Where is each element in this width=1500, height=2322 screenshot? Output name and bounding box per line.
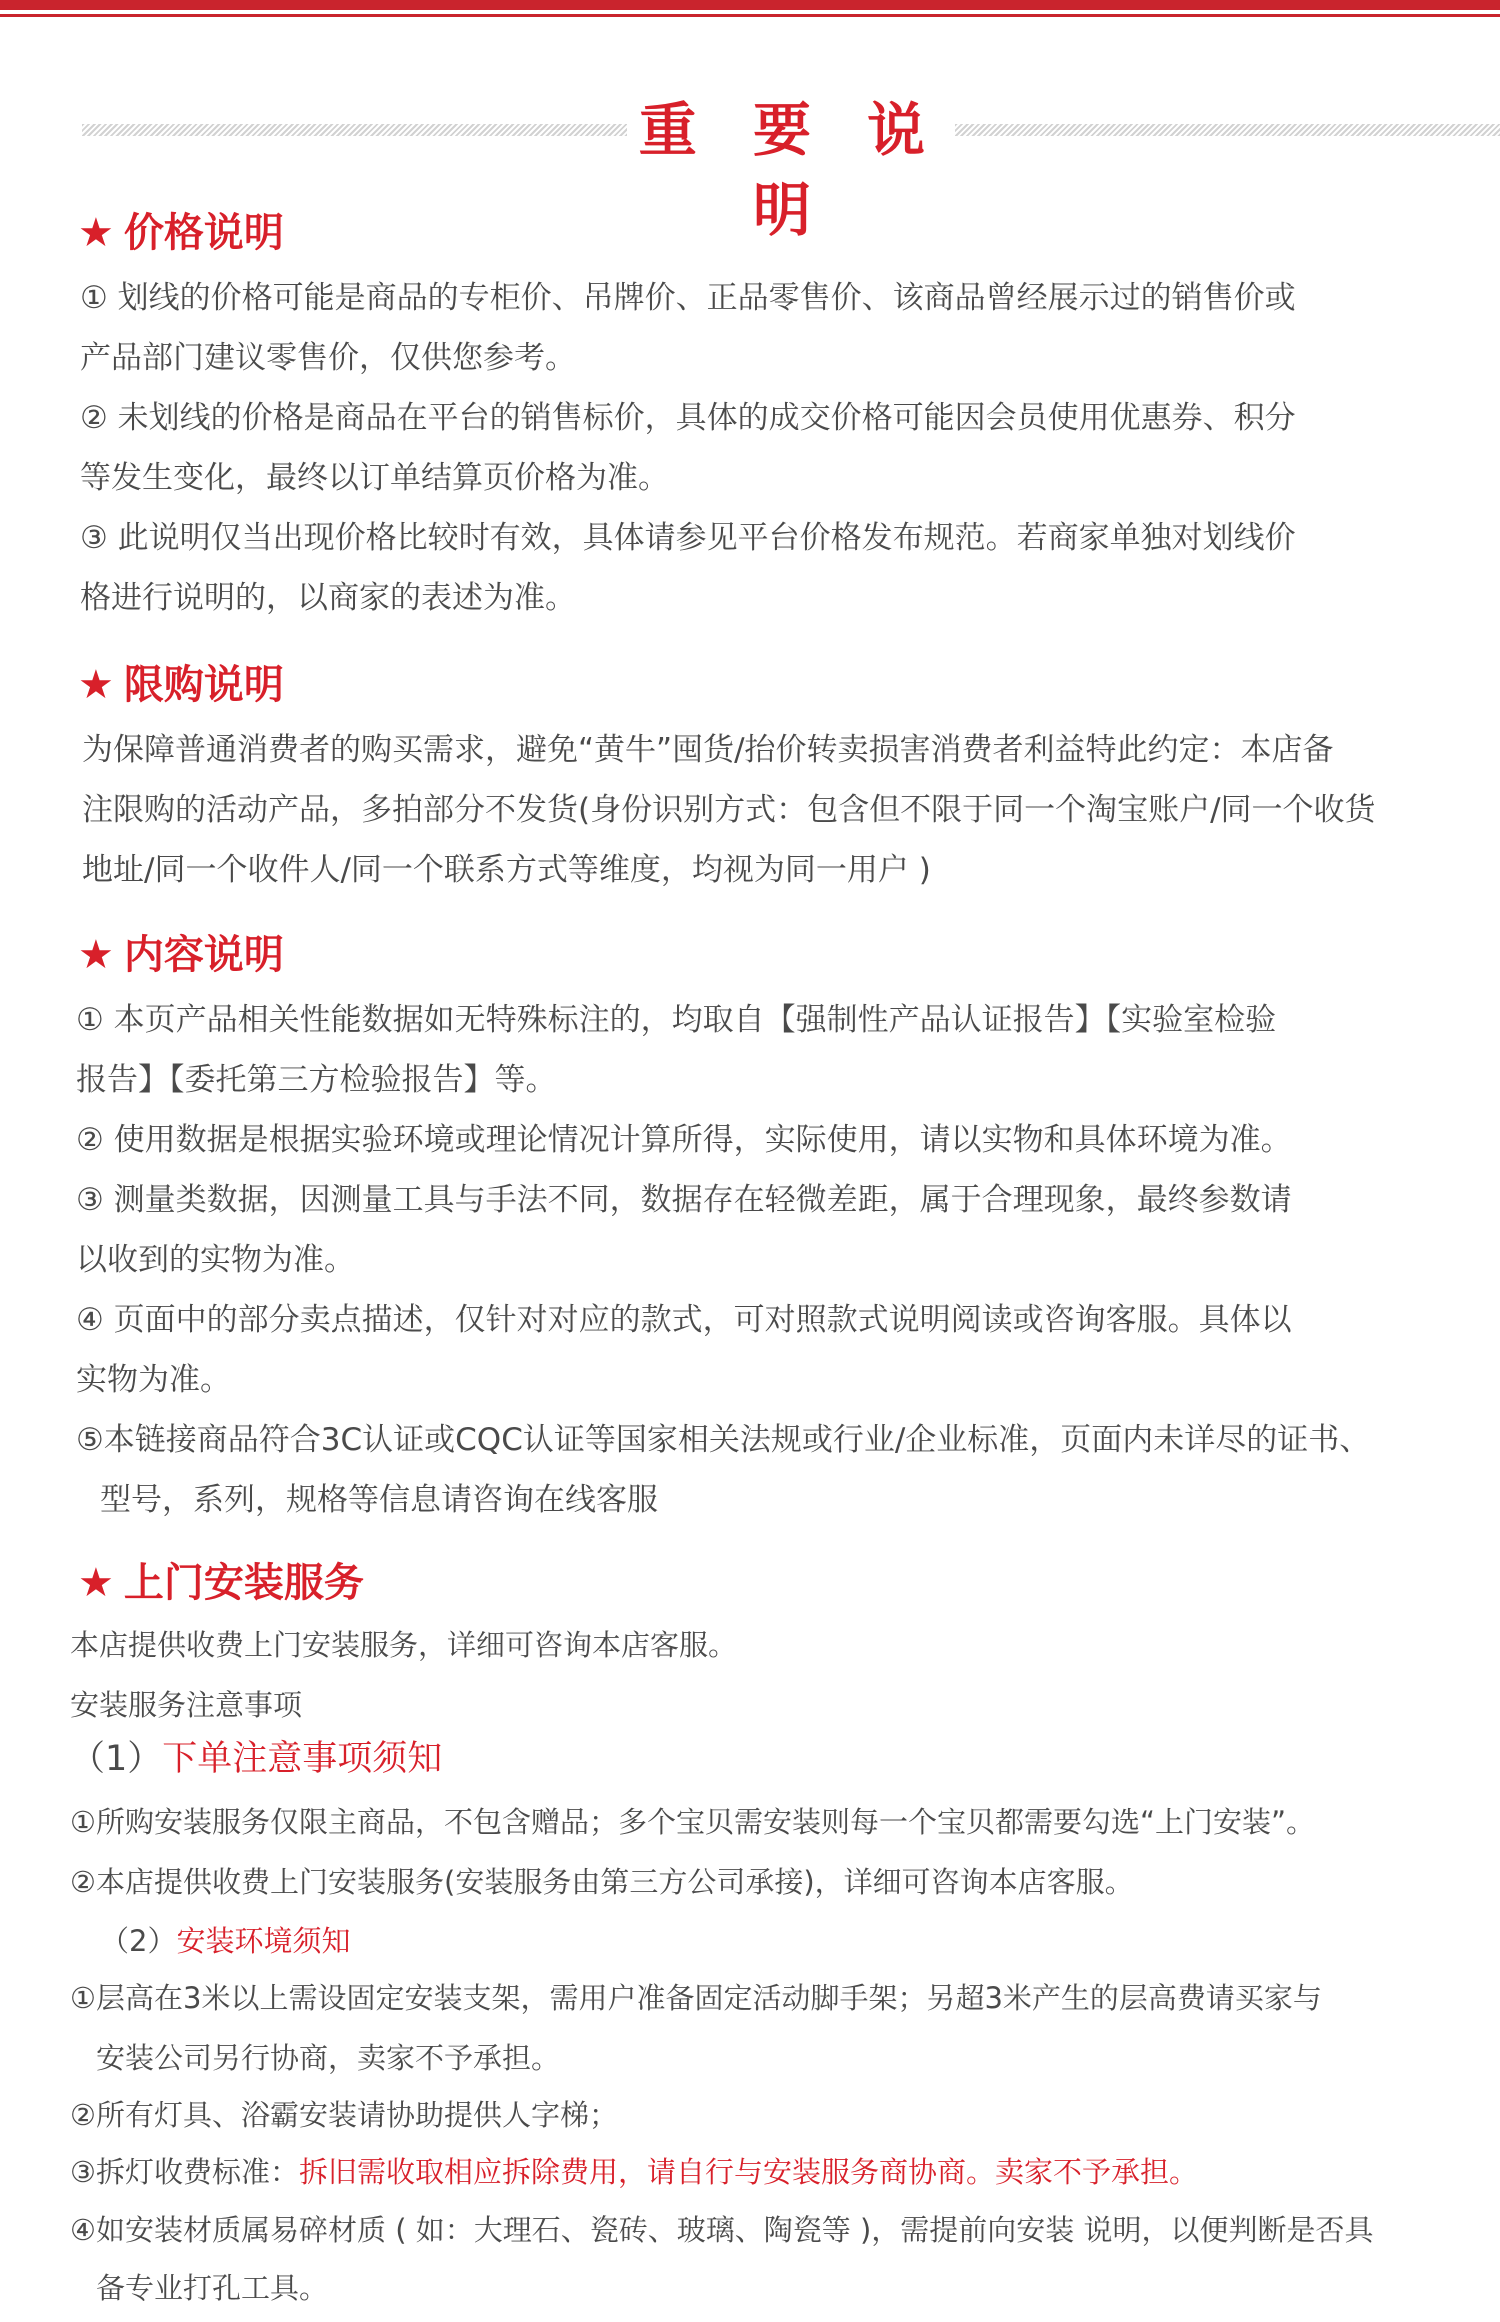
star-icon: ★ (78, 932, 114, 978)
price-line-6: 格进行说明的，以商家的表述为准。 (80, 580, 576, 616)
env-notice-line-4b: 备专业打孔工具。 (96, 2271, 329, 2305)
env-notice-line-3 (70, 2142, 1198, 2202)
price-line-5: ③ 此说明仅当出现价格比较时有效，具体请参见平台价格发布规范。若商家单独对划线价 (80, 520, 1296, 556)
title-rule-right (955, 124, 1500, 136)
env-notice-line-1: ①层高在3米以上需设固定安装支架，需用户准备固定活动脚手架；另超3米产生的层高费请买家与 (70, 1981, 1322, 2015)
star-icon: ★ (78, 662, 114, 708)
install-notes-title: 安装服务注意事项 (70, 1688, 303, 1722)
order-notice-line-2: ②本店提供收费上门安装服务(安装服务由第三方公司承接)，详细可咨询本店客服。 (70, 1865, 1134, 1899)
env-notice-title: 安装环境须知 (176, 1924, 351, 1958)
content-line-4: ③ 测量类数据，因测量工具与手法不同，数据存在轻微差距，属于合理现象，最终参数请 (76, 1182, 1292, 1218)
section-heading-install (78, 1558, 364, 1608)
top-accent-bar (0, 0, 1500, 10)
content-line-8: ⑤本链接商品符合3C认证或CQC认证等国家相关法规或行业/企业标准，页面内未详尽的证书、 (76, 1422, 1371, 1458)
section-heading-limit-label: 限购说明 (123, 662, 284, 708)
order-notice-line-1: ①所购安装服务仅限主商品，不包含赠品；多个宝贝需安装则每一个宝贝都需要勾选“上门安装”。 (70, 1805, 1316, 1839)
limit-line-3: 地址/同一个收件人/同一个联系方式等维度，均视为同一用户 ) (82, 852, 931, 888)
star-icon: ★ (78, 1560, 114, 1606)
content-line-1: ① 本页产品相关性能数据如无特殊标注的，均取自【强制性产品认证报告】【实验室检验 (76, 1002, 1277, 1038)
order-notice-heading (70, 1730, 442, 1788)
content-line-6: ④ 页面中的部分卖点描述，仅针对对应的款式，可对照款式说明阅读或咨询客服。具体以 (76, 1302, 1292, 1338)
order-notice-number: （1） (70, 1739, 163, 1779)
section-heading-price-label: 价格说明 (123, 210, 284, 256)
top-accent-line (0, 14, 1500, 17)
limit-line-2: 注限购的活动产品，多拍部分不发货(身份识别方式：包含但不限于同一个淘宝账户/同一个收货 (82, 792, 1376, 828)
price-line-1: ① 划线的价格可能是商品的专柜价、吊牌价、正品零售价、该商品曾经展示过的销售价或 (80, 280, 1296, 316)
env-notice-number: （2） (100, 1924, 177, 1958)
env-notice-line-3-prefix: ③拆灯收费标准： (70, 2155, 299, 2189)
env-notice-line-4: ④如安装材质属易碎材质 ( 如：大理石、瓷砖、玻璃、陶瓷等 )，需提前向安装 说明，以便判断是否具 (70, 2213, 1374, 2247)
env-notice-heading (100, 1912, 350, 1970)
section-heading-limit (78, 660, 284, 710)
env-notice-line-1b: 安装公司另行协商，卖家不予承担。 (96, 2041, 561, 2075)
title-rule-left (82, 124, 627, 136)
page-title: 重 要 说 明 (638, 96, 944, 244)
install-intro: 本店提供收费上门安装服务，详细可咨询本店客服。 (70, 1628, 738, 1662)
content-line-5: 以收到的实物为准。 (76, 1242, 355, 1278)
section-heading-price (78, 208, 284, 258)
content-line-3: ② 使用数据是根据实验环境或理论情况计算所得，实际使用，请以实物和具体环境为准。 (76, 1122, 1292, 1158)
env-notice-line-3-warning: 拆旧需收取相应拆除费用，请自行与安装服务商协商。卖家不予承担。 (299, 2155, 1199, 2189)
section-heading-content-label: 内容说明 (123, 932, 284, 978)
price-line-3: ② 未划线的价格是商品在平台的销售标价，具体的成交价格可能因会员使用优惠券、积分 (80, 400, 1296, 436)
content-line-7: 实物为准。 (76, 1362, 231, 1398)
section-heading-content (78, 930, 284, 980)
limit-line-1: 为保障普通消费者的购买需求，避免“黄牛”囤货/抬价转卖损害消费者利益特此约定：本店备 (82, 732, 1334, 768)
star-icon: ★ (78, 210, 114, 256)
order-notice-title: 下单注意事项须知 (162, 1739, 443, 1779)
price-line-4: 等发生变化，最终以订单结算页价格为准。 (80, 460, 669, 496)
price-line-2: 产品部门建议零售价，仅供您参考。 (80, 340, 576, 376)
section-heading-install-label: 上门安装服务 (123, 1560, 364, 1606)
env-notice-line-2: ②所有灯具、浴霸安装请协助提供人字梯； (70, 2098, 618, 2132)
content-line-2: 报告】【委托第三方检验报告】等。 (76, 1062, 557, 1098)
content-line-9: 型号，系列，规格等信息请咨询在线客服 (100, 1482, 658, 1518)
